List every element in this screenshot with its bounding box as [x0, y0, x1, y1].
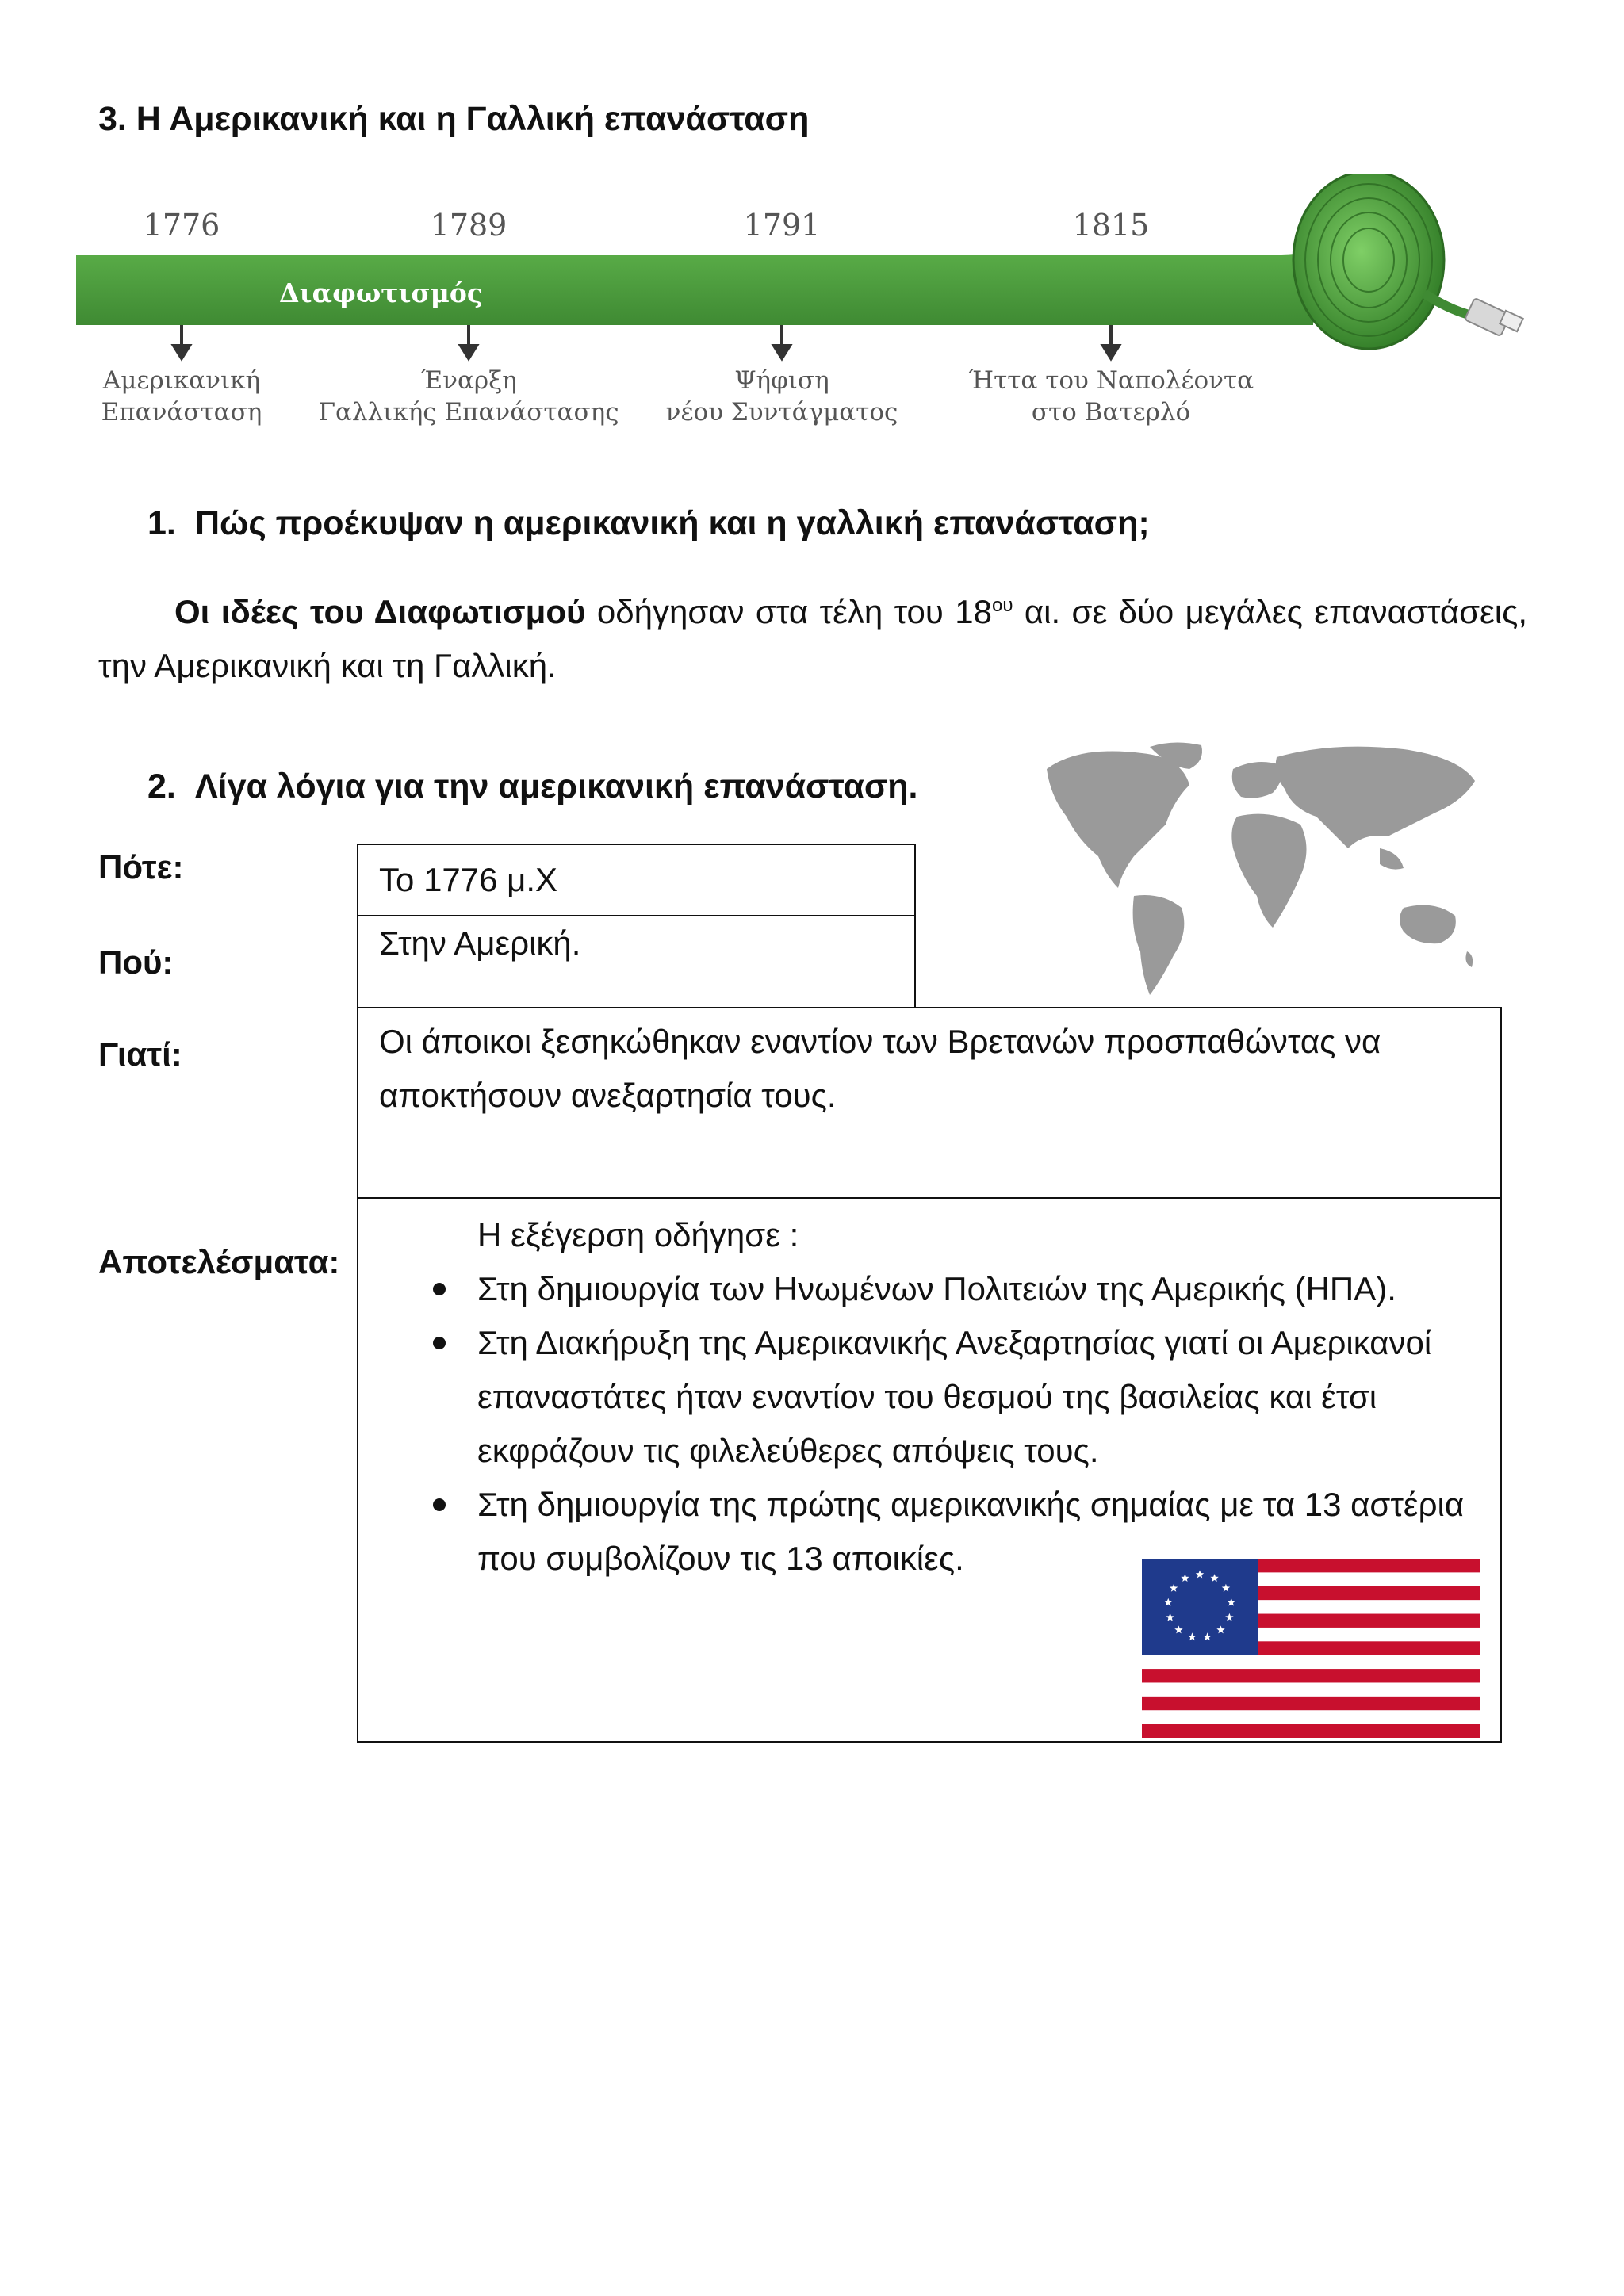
- where-label: Πού:: [98, 943, 174, 981]
- question-2-heading: [147, 767, 918, 806]
- question-1-answer: [98, 579, 1527, 693]
- answer-bold-start: Οι ιδέες του Διαφωτισμού: [174, 593, 586, 630]
- question-1-number: 1.: [147, 504, 176, 542]
- where-value: Στην Αμερική.: [379, 924, 581, 962]
- timeline-arrow-head: [774, 346, 790, 358]
- world-map-image: [1031, 737, 1483, 999]
- results-item-text: Στη δημιουργία των Ηνωμένων Πολιτειών της Αμερικής (ΗΠΑ).: [477, 1270, 1396, 1307]
- timeline-arrow-head: [1103, 346, 1119, 358]
- question-2-number: 2.: [147, 767, 176, 806]
- timeline-year: 1776: [143, 208, 220, 243]
- timeline-year: 1791: [743, 208, 821, 243]
- results-item-text: Στη δημιουργία της πρώτης αμερικανικής σημαίας με τα 13 αστέρια που συμβολίζουν τις 13 αποικίες.: [477, 1486, 1465, 1577]
- timeline-band-label: Διαφωτισμός: [279, 277, 484, 308]
- question-1-heading: [147, 504, 1150, 543]
- answer-text-a: οδήγησαν στα τέλη του 18: [585, 593, 992, 630]
- results-intro: Η εξέγερση οδήγησε :: [477, 1216, 799, 1253]
- timeline-event-label: Έναρξη Γαλλικής Επανάστασης: [318, 366, 619, 427]
- timeline-event-label: Ήττα του Ναπολέοντα στο Βατερλό: [967, 366, 1254, 427]
- timeline-arrow-head: [174, 346, 190, 358]
- why-value: Οι άποικοι ξεσηκώθηκαν εναντίον των Βρετανών προσπαθώντας να αποκτήσουν ανεξαρτησία τους.: [379, 1023, 1381, 1114]
- bullet-icon: [433, 1498, 446, 1511]
- why-label: Γιατί:: [98, 1035, 182, 1073]
- timeline-year: 1789: [430, 208, 508, 243]
- when-value: Το 1776 μ.Χ: [379, 861, 558, 898]
- results-item-text: Στη Διακήρυξη της Αμερικανικής Ανεξαρτησίας γιατί οι Αμερικανοί επαναστάτες ήταν εναντίον του θεσμού της βασιλείας και έτσι εκφράζουν τις φιλελεύθερες απόψεις τους.: [477, 1324, 1432, 1469]
- timeline-year: 1815: [1072, 208, 1150, 243]
- timeline-event-label: Ψήφιση νέου Συντάγματος: [665, 366, 898, 427]
- why-box: [357, 1007, 1502, 1199]
- section-title: 3. Η Αμερικανική και η Γαλλική επανάσταση: [98, 100, 810, 138]
- results-item: [422, 1316, 1477, 1478]
- when-label: Πότε:: [98, 848, 184, 886]
- where-box: [357, 915, 916, 1008]
- timeline-arrow-head: [461, 346, 477, 358]
- answer-superscript: ου: [992, 595, 1013, 616]
- question-2-text: Λίγα λόγια για την αμερικανική επανάσταση.: [195, 767, 918, 806]
- answer-text-b: αι. σε δύο μεγάλες επαναστάσεις, την Αμερικανική και τη Γαλλική.: [98, 593, 1527, 684]
- timeline-event-label: Αμερικανική Επανάσταση: [101, 366, 262, 427]
- results-label: Αποτελέσματα:: [98, 1243, 340, 1280]
- bullet-icon: [433, 1283, 446, 1295]
- results-list: [422, 1262, 1477, 1586]
- bullet-icon: [433, 1337, 446, 1349]
- timeline: [76, 174, 1527, 444]
- question-1-text: Πώς προέκυψαν η αμερικανική και η γαλλική επανάσταση;: [195, 504, 1150, 542]
- betsy-ross-flag-image: [1142, 1559, 1480, 1738]
- results-item: [422, 1262, 1477, 1316]
- when-box: [357, 844, 916, 916]
